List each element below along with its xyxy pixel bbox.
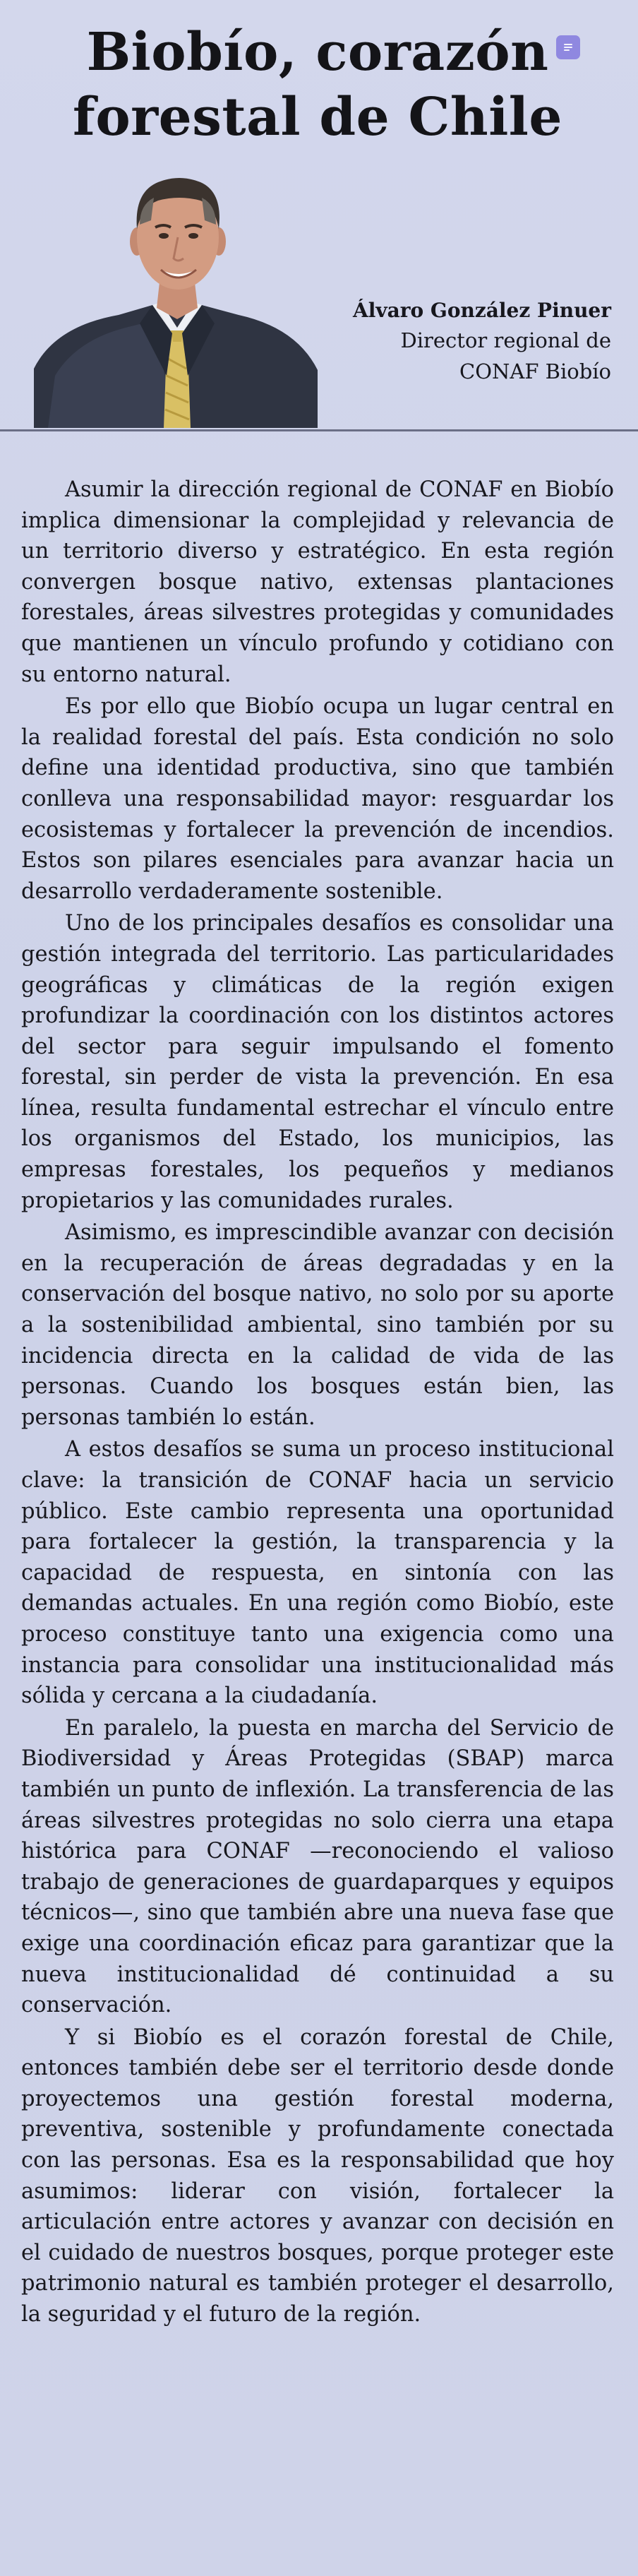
headline-line-1: Biobío, corazón bbox=[86, 22, 549, 83]
paragraph: Asumir la dirección regional de CONAF en Biobío implica dimensionar la complejidad y relevancia de un territorio diverso y estratégico. En esta región convergen bosque nativo, extensas plantaciones forestales, áreas silvestres protegidas y comunidades que mantienen un vínculo profundo y cotidiano con su entorno natural. bbox=[21, 477, 614, 687]
header-divider bbox=[0, 429, 638, 431]
byline bbox=[315, 297, 611, 387]
paragraph: Uno de los principales desafíos es consolidar una gestión integrada del territorio. Las particularidades geográficas y climáticas de la región exigen profundizar la coordinación con los distintos actores del sector para seguir impulsando el fomento forestal, sin perder de vista la prevención. En esa línea, resulta fundamental estrechar el vínculo entre los organismos del Estado, los municipios, las empresas forestales, los pequeños y medianos propietarios y las comunidades rurales. bbox=[21, 911, 614, 1213]
headline bbox=[42, 20, 593, 150]
article-body bbox=[21, 475, 614, 2332]
author-role-line-1: Director regional de bbox=[400, 328, 611, 352]
author-name: Álvaro González Pinuer bbox=[352, 299, 611, 322]
paragraph: Asimismo, es imprescindible avanzar con decisión en la recuperación de áreas degradadas y en la conservación del bosque nativo, no solo por su aporte a la sostenibilidad ambiental, sino también por su incidencia directa en la calidad de vida de las personas. Cuando los bosques están bien, las personas también lo están. bbox=[21, 1220, 614, 1430]
paragraph: A estos desafíos se suma un proceso institucional clave: la transición de CONAF hacia un servicio público. Este cambio representa una oportunidad para fortalecer la gestión, la transparencia y la capacidad de respuesta, en sintonía con las demandas actuales. En una región como Biobío, este proceso constituye tanto una exigencia como una instancia para consolidar una institucionalidad más sólida y cercana a la ciudadanía. bbox=[21, 1437, 614, 1709]
author-role-line-2: CONAF Biobío bbox=[459, 359, 611, 383]
headline-line-2: forestal de Chile bbox=[72, 87, 562, 148]
author-portrait bbox=[34, 164, 318, 428]
paragraph: Es por ello que Biobío ocupa un lugar central en la realidad forestal del país. Esta condición no solo define una identidad productiva, sino que también conlleva una responsabilidad mayor: resguardar los ecosistemas y fortalecer la prevención de incendios. Estos son pilares esenciales para avanzar hacia un desarrollo verdaderamente sostenible. bbox=[21, 694, 614, 904]
paragraph: Y si Biobío es el corazón forestal de Chile, entonces también debe ser el territorio desde donde proyectemos una gestión forestal moderna, preventiva, sostenible y profundamente conectada con las personas. Esa es la responsabilidad que hoy asumimos: liderar con visión, fortalecer la articulación entre actores y avanzar con decisión en el cuidado de nuestros bosques, porque proteger este patrimonio natural es también proteger el desarrollo, la seguridad y el futuro de la región. bbox=[21, 2025, 614, 2327]
document-icon[interactable] bbox=[556, 35, 580, 59]
paragraph: En paralelo, la puesta en marcha del Servicio de Biodiversidad y Áreas Protegidas (SBAP) marca también un punto de inflexión. La transferencia de las áreas silvestres protegidas no solo cierra una etapa histórica para CONAF —reconociendo el valioso trabajo de generaciones de guardaparques y equipos técnicos—, sino que también abre una nueva fase que exige una coordinación eficaz para garantizar que la nueva institucionalidad dé continuidad a su conservación. bbox=[21, 1715, 614, 2018]
